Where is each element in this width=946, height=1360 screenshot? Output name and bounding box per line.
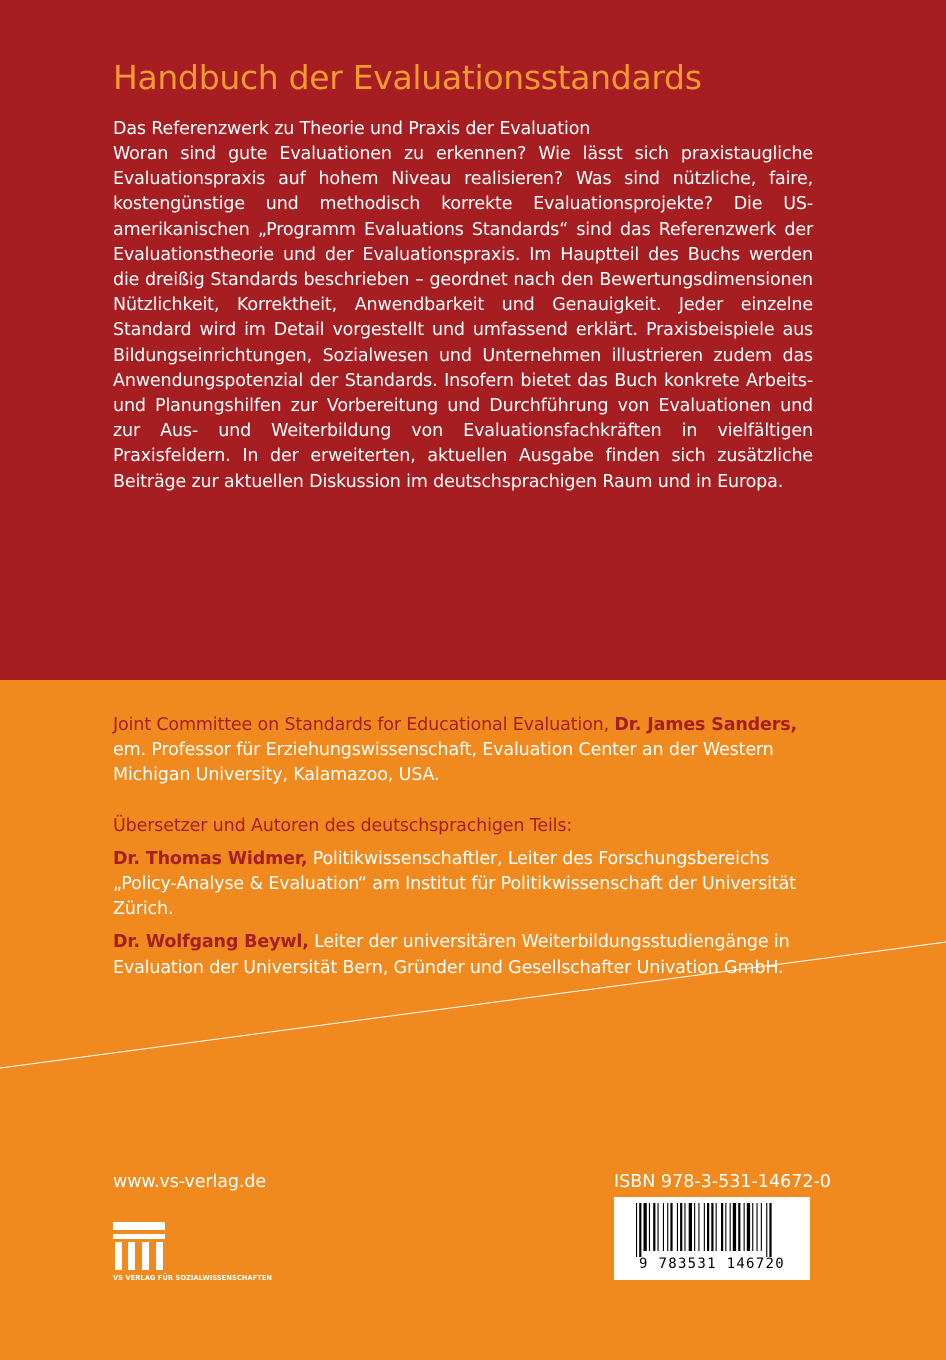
diagonal-divider-line [0, 940, 946, 1070]
barcode-bar [636, 1203, 637, 1257]
barcode-bar [670, 1203, 672, 1251]
isbn-label: ISBN 978-3-531-14672-0 [614, 1172, 831, 1192]
barcode-bar [766, 1203, 767, 1257]
barcode-bar [698, 1203, 699, 1251]
widmer-description: Politikwissenschaftler, Leiter des Forschungsbereichs „Policy-Analyse & Evaluation“ am Institut für Politikwissenschaft der Universität Zürich. [113, 848, 796, 920]
barcode-bar [725, 1203, 726, 1251]
translators-heading: Übersetzer und Autoren des deutschsprachigen Teils: [113, 815, 573, 836]
barcode-bar [721, 1203, 723, 1251]
barcode-bar [711, 1203, 713, 1251]
barcode-bar [716, 1203, 717, 1251]
widmer-entry [113, 847, 833, 923]
barcode-bar [704, 1203, 705, 1251]
barcode-bar [769, 1203, 771, 1257]
barcode-bar [747, 1203, 750, 1251]
barcode-bar [644, 1203, 647, 1251]
barcode-bars [614, 1197, 810, 1257]
barcode-bar [694, 1203, 695, 1251]
sanders-name: Dr. James Sanders, [614, 715, 798, 735]
beywl-description: Leiter der universitären Weiterbildungsstudiengänge in Evaluation der Universität Bern, Gründer und Gesellschafter Univation GmbH. [113, 932, 790, 978]
sanders-entry [113, 713, 833, 789]
barcode-bar [730, 1203, 731, 1251]
barcode-bar [684, 1203, 685, 1251]
committee-text: Joint Committee on Standards for Educational Evaluation, [113, 715, 615, 735]
barcode-number: 9 783531 146720 [639, 1256, 785, 1272]
blurb-body: Woran sind gute Evaluationen zu erkennen? Wie lässt sich praxistaugliche Evaluationspraxis auf hohem Niveau realisieren? Was sind nützliche, faire, kostengünstige und methodisch korrekte Evaluationsprojekte? Die US-amerikanischen „Programm Evaluations Standards“ sind das Referenzwerk der Evaluationstheorie und der Evaluationspraxis. Im Hauptteil des Buchs werden die dreißig Standards beschrieben – geordnet nach den Bewertungsdimensionen Nützlichkeit, Korrektheit, Anwendbarkeit und Genauigkeit. Jeder einzelne Standard wird im Detail vorgestellt und umfassend erklärt. Praxisbeispiele aus Bildungseinrichtungen, Sozialwesen und Unternehmen illustrieren zudem das Anwendungspotenzial der Standards. Insofern bietet das Buch konkrete Arbeits- und Planungshilfen zur Vorbereitung und Durchführung von Evaluationen und zur Aus- und Weiterbildung von Evaluationsfachkräften in vielfältigen Praxisfeldern. In der erweiterten, aktuellen Ausgabe finden sich zusätzliche Beiträge zur aktuellen Diskussion im deutschsprachigen Raum und in Europa. [113, 144, 813, 492]
barcode-bar [757, 1203, 758, 1251]
barcode-bar [663, 1203, 664, 1251]
beywl-name: Dr. Wolfgang Beywl, [113, 932, 309, 953]
sanders-description: em. Professor für Erziehungswissenschaft, Evaluation Center an der Western Michigan University, Kalamazoo, USA. [113, 740, 774, 786]
publisher-url[interactable]: www.vs-verlag.de [113, 1172, 267, 1192]
vs-verlag-logo-icon [113, 1222, 165, 1270]
barcode-bar [738, 1203, 740, 1251]
barcode-bar [658, 1203, 659, 1251]
barcode-bar [752, 1203, 753, 1251]
barcode-bar [761, 1203, 762, 1251]
barcode-bar [667, 1203, 668, 1251]
barcode-bar [653, 1203, 655, 1251]
barcode-bar [677, 1203, 678, 1251]
barcode-bar [639, 1203, 641, 1257]
barcode [614, 1197, 810, 1280]
blurb-subtitle: Das Referenzwerk zu Theorie und Praxis der Evaluation [113, 119, 591, 139]
barcode-bar [707, 1203, 709, 1251]
barcode-bar [680, 1203, 682, 1251]
barcode-bar [689, 1203, 692, 1251]
widmer-name: Dr. Thomas Widmer, [113, 848, 308, 869]
barcode-bar [649, 1203, 650, 1251]
barcode-bar [733, 1203, 736, 1251]
barcode-bar [744, 1203, 745, 1251]
book-title: Handbuch der Evaluationsstandards [113, 58, 702, 97]
publisher-logo-text: VS VERLAG FÜR SOZIALWISSENSCHAFTEN [113, 1274, 273, 1282]
